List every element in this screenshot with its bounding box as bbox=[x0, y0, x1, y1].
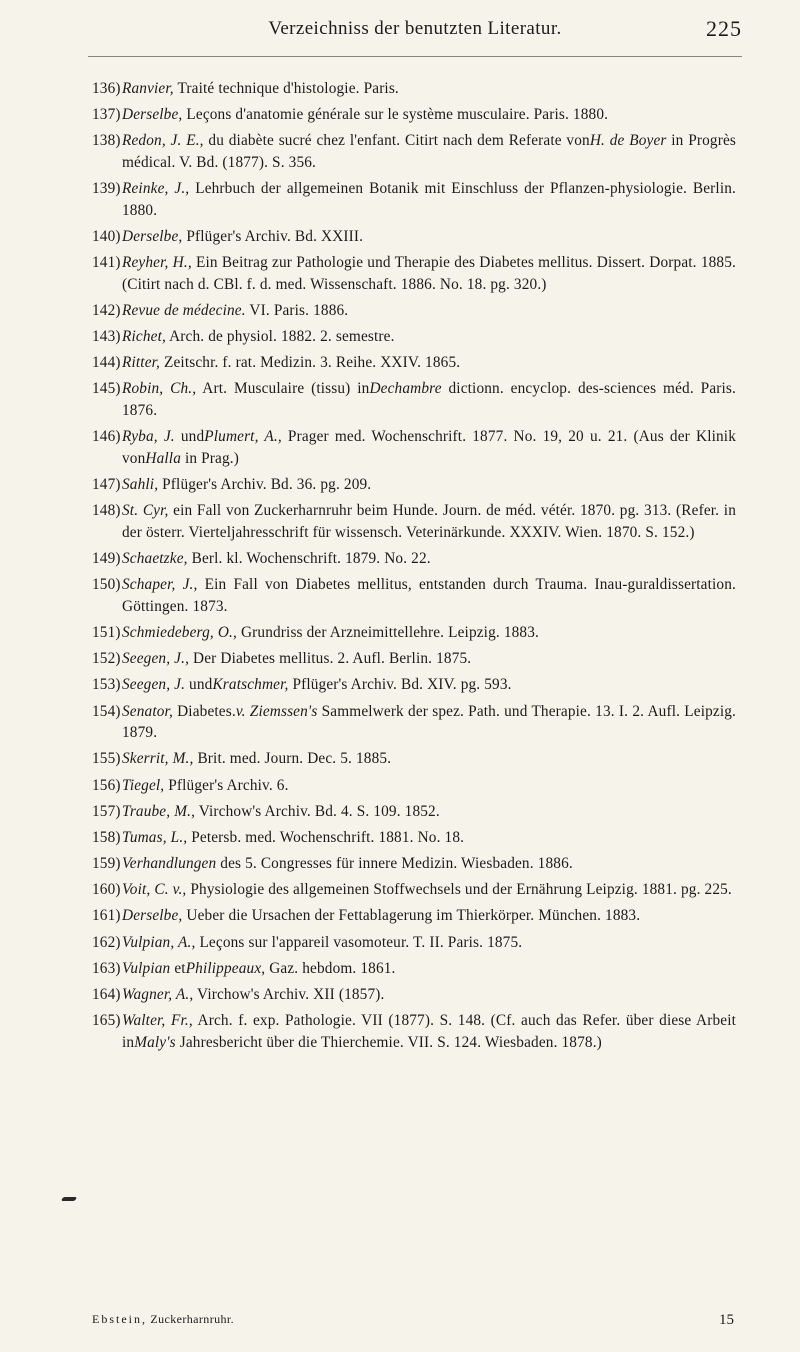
entry-number: 144) bbox=[92, 354, 121, 372]
entry-text: du diabète sucré chez l'enfant. Citirt nach dem Referate von bbox=[203, 132, 590, 150]
bibliography-entry bbox=[92, 905, 736, 927]
entry-author: Reyher, H., bbox=[122, 254, 192, 272]
running-head-title: Verzeichniss der benutzten Literatur. bbox=[268, 18, 562, 39]
bibliography-entry bbox=[92, 801, 736, 823]
entry-text: Der Diabetes mellitus. 2. Aufl. Berlin. 1875. bbox=[189, 650, 472, 668]
bibliography-entry bbox=[92, 500, 736, 543]
entry-author: Sahli, bbox=[122, 476, 159, 494]
entry-text: VI. Paris. 1886. bbox=[245, 301, 349, 319]
entry-number: 155) bbox=[92, 750, 121, 768]
entry-author: Derselbe, bbox=[122, 106, 183, 124]
entry-text: Zeitschr. f. rat. Medizin. 3. Reihe. XXIV. 1865. bbox=[160, 354, 461, 372]
entry-text: Ueber die Ursachen der Fettablagerung im Thierkörper. München. 1883. bbox=[182, 907, 641, 925]
bibliography-entry bbox=[92, 226, 736, 248]
bibliography-entry bbox=[92, 378, 736, 421]
entry-text: Leçons d'anatomie générale sur le système musculaire. Paris. 1880. bbox=[182, 106, 609, 124]
entry-author: Tumas, L., bbox=[122, 828, 188, 846]
bibliography-entry bbox=[92, 958, 736, 980]
entry-author: Halla bbox=[145, 449, 181, 467]
entry-text: Ein Beitrag zur Pathologie und Therapie des Diabetes mellitus. Dissert. Dorpat. 1885. (Citirt nach d. CBl. f. d. med. Wissenschaft. 1886. No. 18. pg. 320.) bbox=[122, 254, 736, 293]
entry-text: Brit. med. Journ. Dec. 5. 1885. bbox=[193, 750, 392, 768]
entry-number: 161) bbox=[92, 907, 121, 925]
entry-number: 160) bbox=[92, 881, 121, 899]
entry-text: Petersb. med. Wochenschrift. 1881. No. 18. bbox=[187, 828, 465, 846]
bibliography-entry bbox=[92, 178, 736, 221]
entry-number: 153) bbox=[92, 676, 121, 694]
entry-author: Philippeaux, bbox=[185, 959, 266, 977]
entry-text: und bbox=[174, 428, 205, 446]
entry-author: Maly's bbox=[134, 1033, 176, 1051]
entry-author: Vulpian bbox=[122, 959, 171, 977]
entry-text: Traité technique d'histologie. Paris. bbox=[173, 80, 399, 97]
bibliography-entry bbox=[92, 622, 736, 644]
entry-text: Pflüger's Archiv. Bd. XIV. pg. 593. bbox=[288, 676, 512, 694]
entry-author: Kratschmer, bbox=[212, 676, 289, 694]
entry-author: Derselbe, bbox=[122, 907, 183, 925]
entry-text: Berl. kl. Wochenschrift. 1879. No. 22. bbox=[187, 550, 431, 567]
margin-ink-mark bbox=[61, 1197, 77, 1201]
entry-author: Vulpian, A., bbox=[122, 933, 196, 951]
bibliography-entry bbox=[92, 879, 736, 901]
running-head bbox=[88, 16, 742, 57]
entry-text: Ein Fall von Diabetes mellitus, entstanden durch Trauma. Inau-guraldissertation. Göttingen. 1873. bbox=[122, 576, 736, 615]
bibliography-entry bbox=[92, 984, 736, 1006]
entry-number: 157) bbox=[92, 802, 121, 820]
entry-number: 147) bbox=[92, 476, 121, 494]
entry-text: in Progrès médical. V. Bd. (1877). S. 356. bbox=[122, 132, 737, 171]
entry-text: des 5. Congresses für innere Medizin. Wiesbaden. 1886. bbox=[216, 855, 573, 873]
entry-author: Plumert, A., bbox=[204, 428, 282, 446]
entry-text: Pflüger's Archiv. Bd. 36. pg. 209. bbox=[158, 476, 372, 494]
entry-number: 150) bbox=[92, 576, 121, 594]
entry-text: Physiologie des allgemeinen Stoffwechsels und der Ernährung Leipzig. 1881. pg. 225. bbox=[186, 881, 732, 899]
entry-number: 141) bbox=[92, 254, 121, 272]
entry-number: 140) bbox=[92, 227, 121, 245]
entry-author: Reinke, J., bbox=[122, 180, 190, 198]
entry-author: Seegen, J., bbox=[122, 650, 190, 668]
entry-number: 158) bbox=[92, 828, 121, 846]
signature-mark: 15 bbox=[719, 1312, 734, 1328]
entry-author: Verhandlungen bbox=[122, 855, 217, 873]
entry-text: Pflüger's Archiv. Bd. XXIII. bbox=[182, 227, 364, 245]
entry-text: dictionn. encyclop. des-sciences méd. Paris. 1876. bbox=[122, 380, 736, 420]
bibliography-entry bbox=[92, 78, 736, 100]
bibliography-entry bbox=[92, 648, 736, 670]
entry-number: 136) bbox=[92, 80, 121, 97]
entry-text: ein Fall von Zuckerharnruhr beim Hunde. Journ. de méd. vétér. 1870. pg. 313. (Refer. in der österr. Vierteljahresschrift für wissensch. Veterinärkunde. XXXIV. Wien. 1870. S. 152.) bbox=[122, 502, 736, 541]
entry-number: 148) bbox=[92, 502, 121, 520]
bibliography-entry bbox=[92, 130, 736, 173]
entry-author: H. de Boyer bbox=[589, 132, 667, 150]
entry-number: 143) bbox=[92, 328, 121, 346]
entry-author: Wagner, A., bbox=[122, 986, 194, 1003]
entry-number: 146) bbox=[92, 428, 121, 446]
entry-number: 152) bbox=[92, 650, 121, 668]
entry-number: 164) bbox=[92, 986, 121, 1003]
entry-author: Dechambre bbox=[369, 380, 442, 398]
entry-author: v. Ziemssen's bbox=[235, 702, 318, 720]
entry-author: Ryba, J. bbox=[122, 428, 175, 446]
entry-number: 149) bbox=[92, 550, 121, 567]
entry-number: 159) bbox=[92, 855, 121, 873]
bibliography-entry bbox=[92, 853, 736, 875]
entry-author: Redon, J. E., bbox=[122, 132, 204, 150]
entry-text: Art. Musculaire (tissu) in bbox=[196, 380, 370, 398]
entry-number: 137) bbox=[92, 106, 121, 124]
bibliography-entry bbox=[92, 701, 736, 744]
entry-number: 142) bbox=[92, 301, 121, 319]
bibliography-entry bbox=[92, 827, 736, 849]
entry-text: et bbox=[170, 959, 186, 977]
entry-author: Ritter, bbox=[122, 354, 161, 372]
entry-author: Revue de médecine. bbox=[122, 301, 246, 319]
entry-text: Gaz. hebdom. 1861. bbox=[265, 959, 396, 977]
entry-text: Arch. de physiol. 1882. 2. semestre. bbox=[165, 328, 395, 346]
bibliography-entry bbox=[92, 674, 736, 696]
entry-text: und bbox=[185, 676, 213, 694]
entry-text: Sammelwerk der spez. Path. und Therapie. 13. I. 2. Aufl. Leipzig. 1879. bbox=[122, 702, 737, 742]
entry-text: Arch. f. exp. Pathologie. VII (1877). S. 148. (Cf. auch das Refer. über diese Arbeit in bbox=[122, 1012, 737, 1051]
entry-author: Schmiedeberg, O., bbox=[122, 623, 237, 641]
entry-text: in Prag.) bbox=[181, 449, 240, 467]
entry-number: 139) bbox=[92, 180, 121, 198]
bibliography-entry bbox=[92, 775, 736, 797]
entry-number: 151) bbox=[92, 623, 121, 641]
bibliography-list bbox=[92, 78, 736, 1058]
entry-author: Robin, Ch., bbox=[122, 380, 197, 398]
entry-number: 138) bbox=[92, 132, 121, 150]
entry-author: Traube, M., bbox=[122, 802, 196, 820]
bibliography-entry bbox=[92, 326, 736, 348]
entry-author: Walter, Fr., bbox=[122, 1012, 193, 1030]
entry-author: Schaper, J., bbox=[122, 576, 198, 594]
bibliography-entry bbox=[92, 748, 736, 770]
entry-text: Lehrbuch der allgemeinen Botanik mit Einschluss der Pflanzen-physiologie. Berlin. 1880. bbox=[122, 180, 737, 219]
entry-author: Senator, bbox=[122, 702, 173, 720]
entry-number: 162) bbox=[92, 933, 121, 951]
bibliography-entry bbox=[92, 574, 736, 617]
entry-text: Grundriss der Arzneimittellehre. Leipzig. 1883. bbox=[236, 623, 539, 641]
entry-author: Schaetzke, bbox=[122, 550, 188, 567]
bibliography-entry bbox=[92, 352, 736, 374]
bibliography-entry bbox=[92, 252, 736, 295]
bibliography-entry bbox=[92, 932, 736, 954]
bibliography-entry bbox=[92, 548, 736, 570]
bibliography-entry bbox=[92, 300, 736, 322]
entry-text: Jahresbericht über die Thierchemie. VII. S. 124. Wiesbaden. 1878.) bbox=[175, 1033, 602, 1051]
entry-text: Prager med. Wochenschrift. 1877. No. 19, 20 u. 21. (Aus der Klinik von bbox=[122, 428, 736, 467]
entry-text: Pflüger's Archiv. 6. bbox=[164, 776, 289, 794]
footer-imprint bbox=[92, 1312, 234, 1327]
entry-author: Voit, C. v., bbox=[122, 881, 187, 899]
entry-text: Leçons sur l'appareil vasomoteur. T. II. Paris. 1875. bbox=[195, 933, 523, 951]
entry-author: Tiegel, bbox=[122, 776, 165, 794]
entry-text: Diabetes. bbox=[172, 702, 236, 720]
entry-number: 163) bbox=[92, 959, 121, 977]
bibliography-entry bbox=[92, 104, 736, 126]
entry-author: Skerrit, M., bbox=[122, 750, 194, 768]
entry-author: Ranvier, bbox=[122, 80, 174, 97]
entry-text: Virchow's Archiv. Bd. 4. S. 109. 1852. bbox=[195, 802, 440, 820]
entry-author: St. Cyr, bbox=[122, 502, 169, 520]
page-number: 225 bbox=[706, 16, 742, 41]
entry-number: 165) bbox=[92, 1012, 121, 1030]
bibliography-entry bbox=[92, 474, 736, 496]
entry-number: 156) bbox=[92, 776, 121, 794]
entry-number: 154) bbox=[92, 702, 121, 720]
entry-number: 145) bbox=[92, 380, 121, 398]
entry-author: Seegen, J. bbox=[122, 676, 186, 694]
bibliography-entry bbox=[92, 1010, 736, 1053]
footer-title: Zuckerharnruhr. bbox=[147, 1312, 235, 1326]
entry-author: Richet, bbox=[122, 328, 166, 346]
entry-author: Derselbe, bbox=[122, 227, 183, 245]
bibliography-entry bbox=[92, 426, 736, 469]
footer-author: Ebstein, bbox=[92, 1312, 147, 1326]
entry-text: Virchow's Archiv. XII (1857). bbox=[193, 986, 385, 1003]
